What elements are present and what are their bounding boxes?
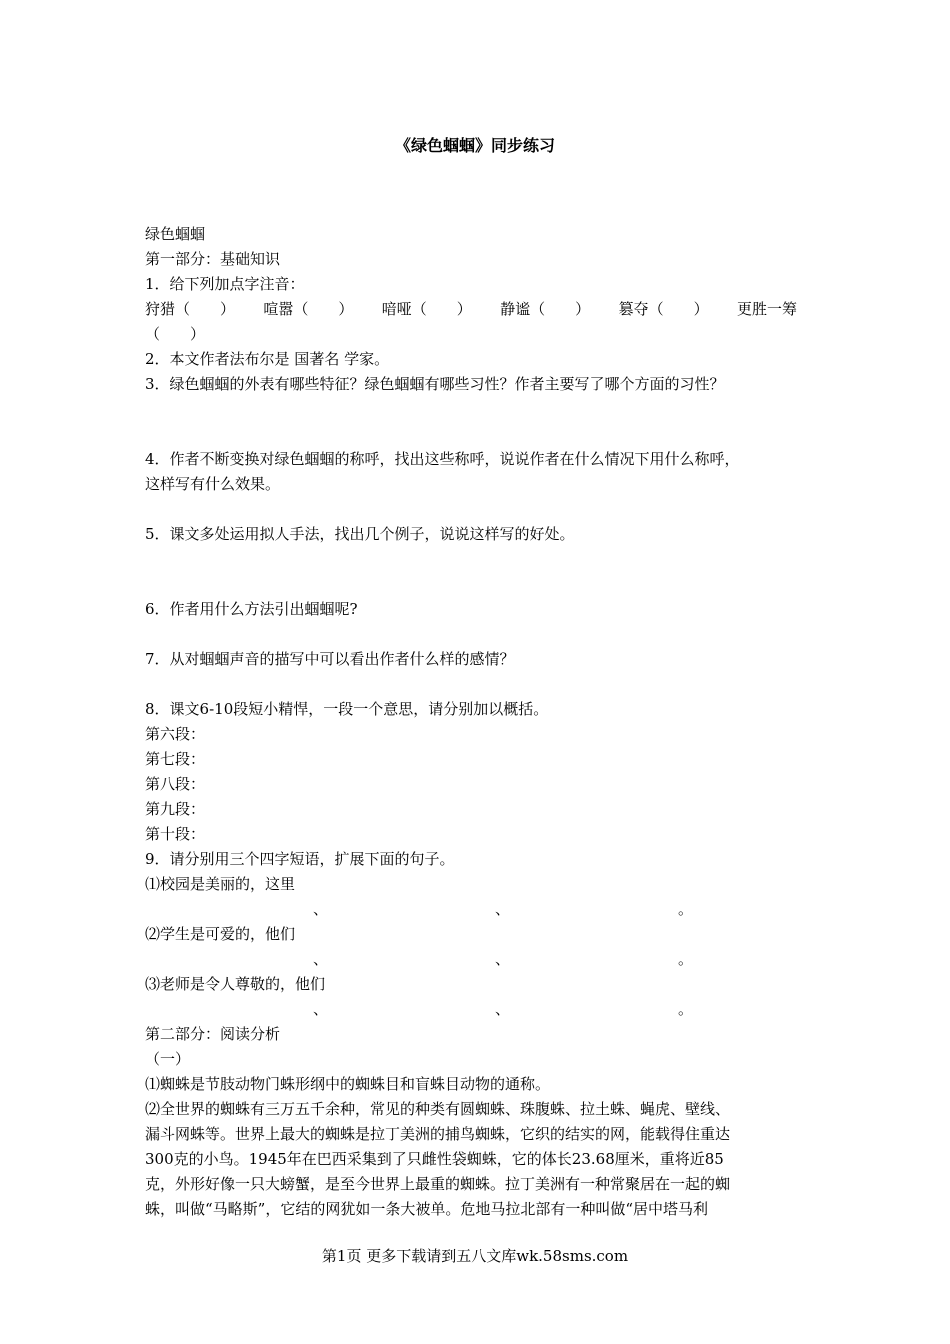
question-2: 2．本文作者法布尔是 国著名 学家。 xyxy=(145,350,390,368)
paragraph-9-summary: 第九段： xyxy=(145,800,206,818)
section-heading: 绿色蝈蝈 xyxy=(145,225,206,243)
reading-paragraph-2-line: 蛛，叫做“马略斯”，它结的网犹如一条大被单。危地马拉北部有一种叫做“居中塔马利 xyxy=(145,1200,709,1218)
blank-separator: 、 xyxy=(313,900,329,918)
pinyin-words-row xyxy=(145,297,797,322)
blank-separator: 、 xyxy=(495,950,511,968)
question-7: 7．从对蝈蝈声音的描写中可以看出作者什么样的感情？ xyxy=(145,650,515,668)
fill-blank-row xyxy=(145,897,805,922)
question-1: 1．给下列加点字注音： xyxy=(145,275,305,293)
blank-separator: 、 xyxy=(495,900,511,918)
document-title: 《绿色蝈蝈》同步练习 xyxy=(394,136,555,155)
reading-paragraph-2-line: 漏斗网蛛等。世界上最大的蜘蛛是拉丁美洲的捕鸟蜘蛛，它织的结实的网，能载得住重达 xyxy=(145,1125,731,1143)
paragraph-7-summary: 第七段： xyxy=(145,750,206,768)
paragraph-6-summary: 第六段： xyxy=(145,725,206,743)
question-3: 3．绿色蝈蝈的外表有哪些特征？绿色蝈蝈有哪些习性？作者主要写了哪个方面的习性？ xyxy=(145,375,725,393)
answer-space xyxy=(145,397,805,447)
paragraph-10-summary: 第十段： xyxy=(145,825,206,843)
reading-paragraph-2-line: ⑵全世界的蜘蛛有三万五千余种，常见的种类有圆蜘蛛、珠腹蛛、拉土蛛、蝇虎、壁线、 xyxy=(145,1100,731,1118)
reading-paragraph-2-line: 300克的小鸟。1945年在巴西采集到了只雌性袋蜘蛛，它的体长23.68厘米，重将近85 xyxy=(145,1150,724,1168)
pinyin-word-blank: （ ） xyxy=(145,325,206,343)
expand-sentence-1: ⑴校园是美丽的，这里 xyxy=(145,875,296,893)
question-4-line-1: 4．作者不断变换对绿色蝈蝈的称呼，找出这些称呼，说说作者在什么情况下用什么称呼， xyxy=(145,450,740,468)
question-8: 8．课文6-10段短小精悍，一段一个意思，请分别加以概括。 xyxy=(145,700,549,718)
blank-end-mark: 。 xyxy=(678,1000,694,1018)
blank-separator: 、 xyxy=(313,1000,329,1018)
document-body xyxy=(145,222,805,1222)
expand-sentence-3: ⑶老师是令人尊敬的，他们 xyxy=(145,975,326,993)
part-one-heading: 第一部分：基础知识 xyxy=(145,250,281,268)
pinyin-word: 喑哑（ ） xyxy=(381,300,472,318)
page-footer: 第1页 更多下载请到五八文库wk.58sms.com xyxy=(321,1247,629,1265)
reading-section-number: （一） xyxy=(145,1050,191,1068)
blank-separator: 、 xyxy=(313,950,329,968)
pinyin-word: 狩猎（ ） xyxy=(145,300,236,318)
answer-space xyxy=(145,672,805,697)
part-two-heading: 第二部分：阅读分析 xyxy=(145,1025,281,1043)
blank-end-mark: 。 xyxy=(678,950,694,968)
expand-sentence-2: ⑵学生是可爱的，他们 xyxy=(145,925,296,943)
question-9: 9．请分别用三个四字短语，扩展下面的句子。 xyxy=(145,850,455,868)
pinyin-word: 更胜一筹 xyxy=(736,300,797,318)
pinyin-word: 篡夺（ ） xyxy=(618,300,709,318)
answer-space xyxy=(145,497,805,522)
blank-separator: 、 xyxy=(495,1000,511,1018)
question-4-line-2: 这样写有什么效果。 xyxy=(145,475,281,493)
answer-space xyxy=(145,622,805,647)
fill-blank-row xyxy=(145,997,805,1022)
blank-end-mark: 。 xyxy=(678,900,694,918)
fill-blank-row xyxy=(145,947,805,972)
question-6: 6．作者用什么方法引出蝈蝈呢? xyxy=(145,600,358,618)
reading-paragraph-2-line: 克，外形好像一只大螃蟹，是至今世界上最重的蜘蛛。拉丁美洲有一种常聚居在一起的蜘 xyxy=(145,1175,731,1193)
reading-paragraph-1: ⑴蜘蛛是节肢动物门蛛形纲中的蜘蛛目和盲蛛目动物的通称。 xyxy=(145,1075,551,1093)
question-5: 5．课文多处运用拟人手法，找出几个例子，说说这样写的好处。 xyxy=(145,525,575,543)
pinyin-word: 静谧（ ） xyxy=(500,300,591,318)
pinyin-word: 喧嚣（ ） xyxy=(263,300,354,318)
answer-space xyxy=(145,547,805,597)
paragraph-8-summary: 第八段： xyxy=(145,775,206,793)
